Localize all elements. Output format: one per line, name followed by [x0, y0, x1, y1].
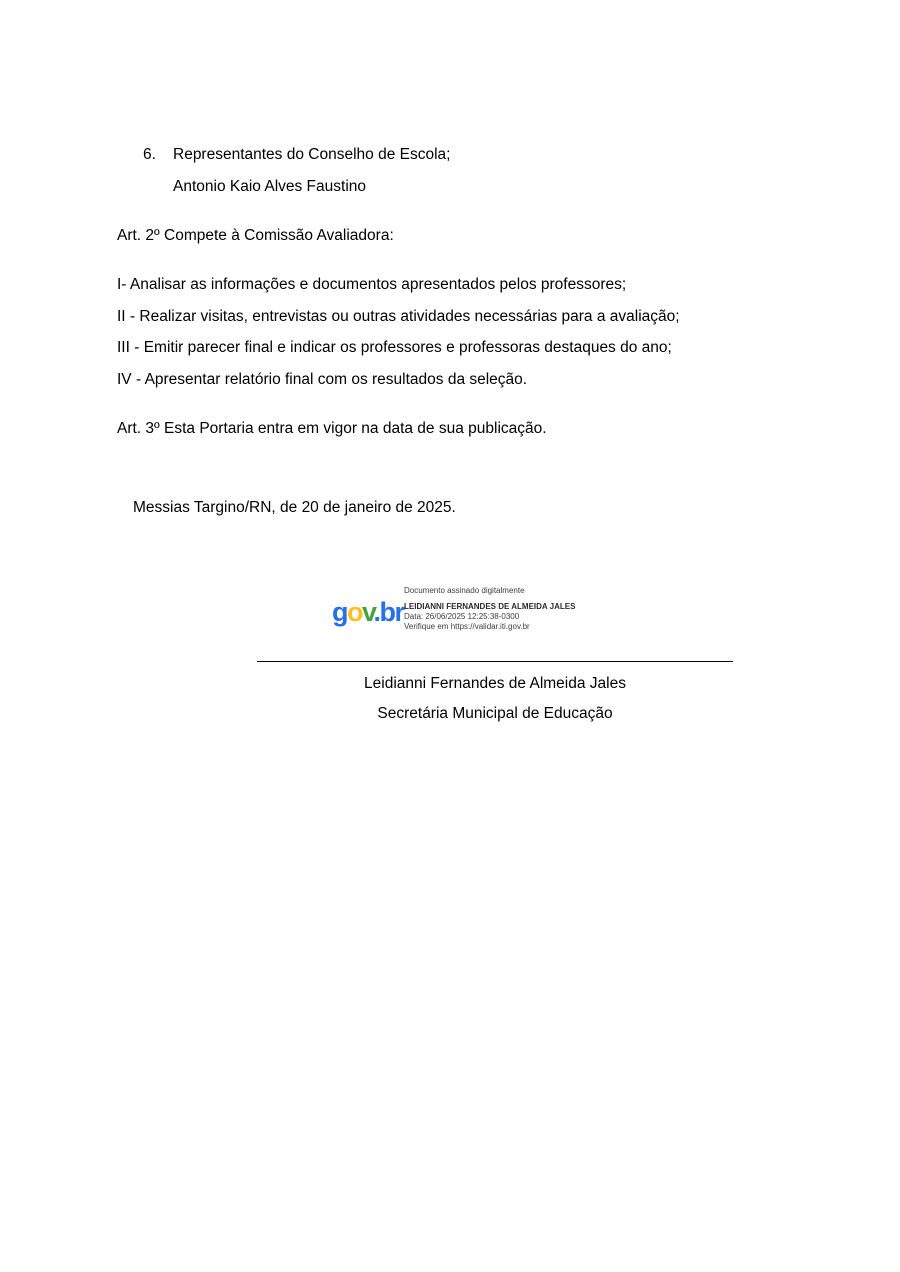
- stamp-signer-name: LEIDIANNI FERNANDES DE ALMEIDA JALES: [404, 602, 576, 611]
- stamp-signed-digitally-label: Documento assinado digitalmente: [404, 586, 525, 595]
- clause-2: II - Realizar visitas, entrevistas ou outras atividades necessárias para a avaliação;: [117, 308, 680, 325]
- govbr-logo-icon: [332, 597, 404, 628]
- govbr-logo-letter-g: g: [332, 597, 347, 627]
- stamp-text-block: [404, 586, 594, 632]
- clause-4: IV - Apresentar relatório final com os resultados da seleção.: [117, 371, 528, 388]
- dateline: Messias Targino/RN, de 20 de janeiro de 2025.: [133, 499, 456, 516]
- list-item-6-number: 6.: [143, 146, 156, 163]
- govbr-logo-letter-v: v: [362, 597, 374, 627]
- signature-block: [257, 661, 733, 723]
- signature-rule: [257, 661, 733, 662]
- list-item-6-member-name: Antonio Kaio Alves Faustino: [173, 178, 367, 195]
- signer-full-name: Leidianni Fernandes de Almeida Jales: [364, 675, 626, 692]
- stamp-verify-url: Verifique em https://validar.iti.gov.br: [404, 622, 530, 631]
- clause-3: III - Emitir parecer final e indicar os professores e professoras destaques do ano;: [117, 339, 672, 356]
- article-2-heading: Art. 2º Compete à Comissão Avaliadora:: [117, 227, 394, 244]
- list-item-6-text: Representantes do Conselho de Escola;: [173, 146, 451, 163]
- article-3-text: Art. 3º Esta Portaria entra em vigor na data de sua publicação.: [117, 420, 547, 437]
- govbr-logo-dot-br: .br: [373, 597, 404, 627]
- stamp-date: Data: 26/06/2025 12:25:38-0300: [404, 612, 520, 621]
- govbr-logo-letter-o: o: [347, 597, 362, 627]
- clause-1: I- Analisar as informações e documentos apresentados pelos professores;: [117, 276, 627, 293]
- signer-title: Secretária Municipal de Educação: [377, 705, 613, 722]
